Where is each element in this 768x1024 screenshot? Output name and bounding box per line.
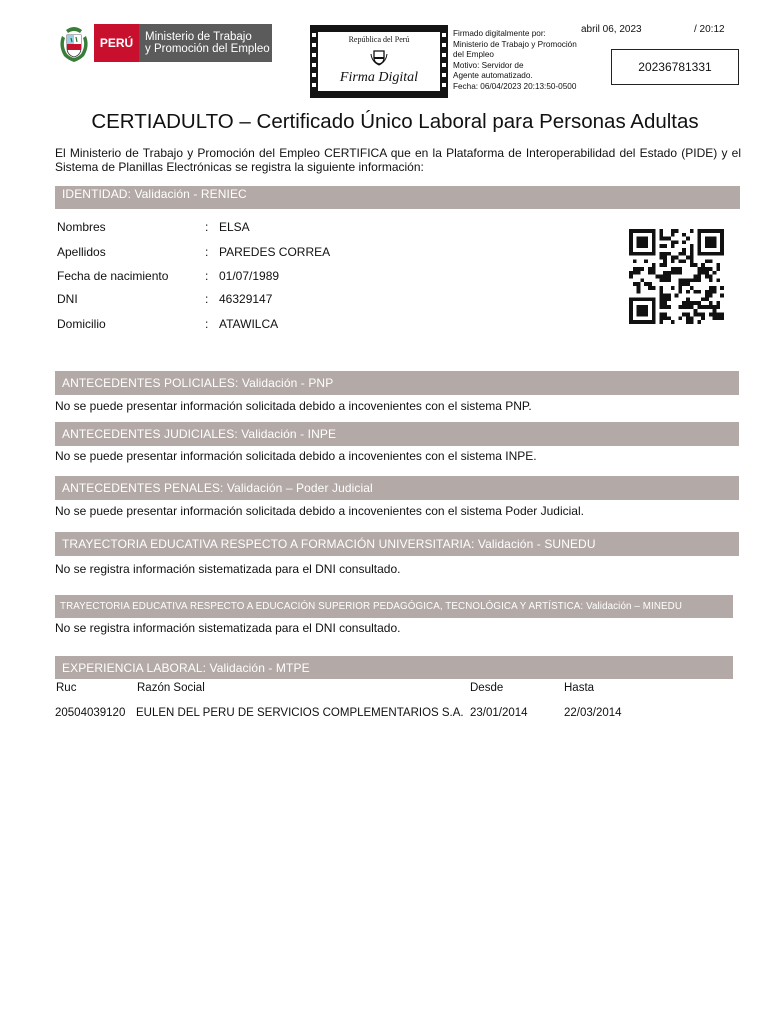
signature-details — [453, 29, 603, 92]
certificate-code: 20236781331 — [611, 49, 739, 85]
document-title: CERTIADULTO – Certificado Único Laboral para Personas Adultas — [91, 110, 699, 133]
logo-ministry-name — [139, 24, 272, 62]
section-text-university: No se registra información sistematizada para el DNI consultado. — [55, 562, 401, 576]
shield-icon — [370, 48, 388, 66]
signature-line: Firmado digitalmente por: — [453, 29, 546, 38]
section-heading-experience: EXPERIENCIA LABORAL: Validación - MTPE — [55, 656, 733, 679]
logo-ministry-line2: y Promoción del Empleo — [145, 43, 270, 55]
issue-date: abril 06, 2023 — [581, 24, 642, 35]
logo-ministry-line1: Ministerio de Trabajo — [145, 31, 252, 43]
field-label-dni: DNI — [57, 292, 78, 306]
table-cell-ruc: 20504039120 — [55, 707, 126, 719]
section-heading-higher-education: TRAYECTORIA EDUCATIVA RESPECTO A EDUCACIÓN SUPERIOR PEDAGÓGICA, TECNOLÓGICA Y ARTÍSTICA: Validación – MINEDU — [55, 595, 733, 618]
intro-paragraph: El Ministerio de Trabajo y Promoción del Empleo CERTIFICA que en la Plataforma de Interoperabilidad del Estado (PIDE) y el Sistema de Planillas Electrónicas se registra la siguiente información: — [55, 146, 741, 174]
field-label-birthdate: Fecha de nacimiento — [57, 269, 169, 283]
signature-line: Motivo: Servidor de — [453, 60, 524, 70]
peru-coat-of-arms-icon — [56, 24, 92, 64]
section-text-higher-education: No se registra información sistematizada para el DNI consultado. — [55, 621, 401, 635]
section-text-judicial: No se puede presentar información solicitada debido a incovenientes con el sistema INPE. — [55, 449, 537, 463]
section-heading-criminal: ANTECEDENTES PENALES: Validación – Poder Judicial — [55, 476, 739, 500]
section-text-police: No se puede presentar información solicitada debido a incovenientes con el sistema PNP. — [55, 399, 532, 413]
signature-line: Ministerio de Trabajo y Promoción — [453, 39, 577, 49]
field-separator: : — [205, 269, 209, 283]
field-label-apellidos: Apellidos — [57, 245, 106, 259]
stamp-republic: República del Perú — [348, 35, 410, 44]
table-header-company: Razón Social — [137, 682, 205, 694]
signature-line: Fecha: 06/04/2023 20:13:50-0500 — [453, 81, 577, 91]
signature-line: del Empleo — [453, 50, 494, 59]
section-heading-identity: IDENTIDAD: Validación - RENIEC — [55, 186, 740, 209]
field-separator: : — [205, 317, 209, 331]
field-separator: : — [205, 220, 209, 234]
section-heading-police: ANTECEDENTES POLICIALES: Validación - PNP — [55, 371, 739, 395]
field-label-domicilio: Domicilio — [57, 317, 106, 331]
section-heading-university: TRAYECTORIA EDUCATIVA RESPECTO A FORMACIÓN UNIVERSITARIA: Validación - SUNEDU — [55, 532, 739, 556]
table-cell-from: 23/01/2014 — [470, 707, 528, 719]
qr-code-icon — [627, 229, 726, 324]
section-heading-judicial: ANTECEDENTES JUDICIALES: Validación - INPE — [55, 422, 739, 446]
field-value-apellidos: PAREDES CORREA — [219, 245, 331, 259]
logo-country: PERÚ — [94, 24, 139, 62]
table-header-from: Desde — [470, 682, 504, 694]
table-header-to: Hasta — [564, 682, 595, 694]
table-cell-to: 22/03/2014 — [564, 707, 622, 719]
table-header-ruc: Ruc — [56, 682, 77, 694]
stamp-label: Firma Digital — [339, 70, 419, 85]
ministry-logo — [56, 24, 272, 64]
field-value-dni: 46329147 — [219, 292, 273, 306]
section-text-criminal: No se puede presentar información solicitada debido a incovenientes con el sistema Poder Judicial. — [55, 504, 584, 518]
field-separator: : — [205, 245, 209, 259]
table-cell-company: EULEN DEL PERU DE SERVICIOS COMPLEMENTARIOS S.A. — [136, 707, 464, 719]
field-value-nombres: ELSA — [219, 220, 250, 234]
field-value-domicilio: ATAWILCA — [219, 317, 279, 331]
field-value-birthdate: 01/07/1989 — [219, 269, 280, 283]
signature-line: Agente automatizado. — [453, 71, 533, 80]
field-label-nombres: Nombres — [57, 220, 106, 234]
digital-signature-stamp — [310, 25, 448, 98]
issue-time: / 20:12 — [694, 24, 725, 35]
field-separator: : — [205, 292, 209, 306]
